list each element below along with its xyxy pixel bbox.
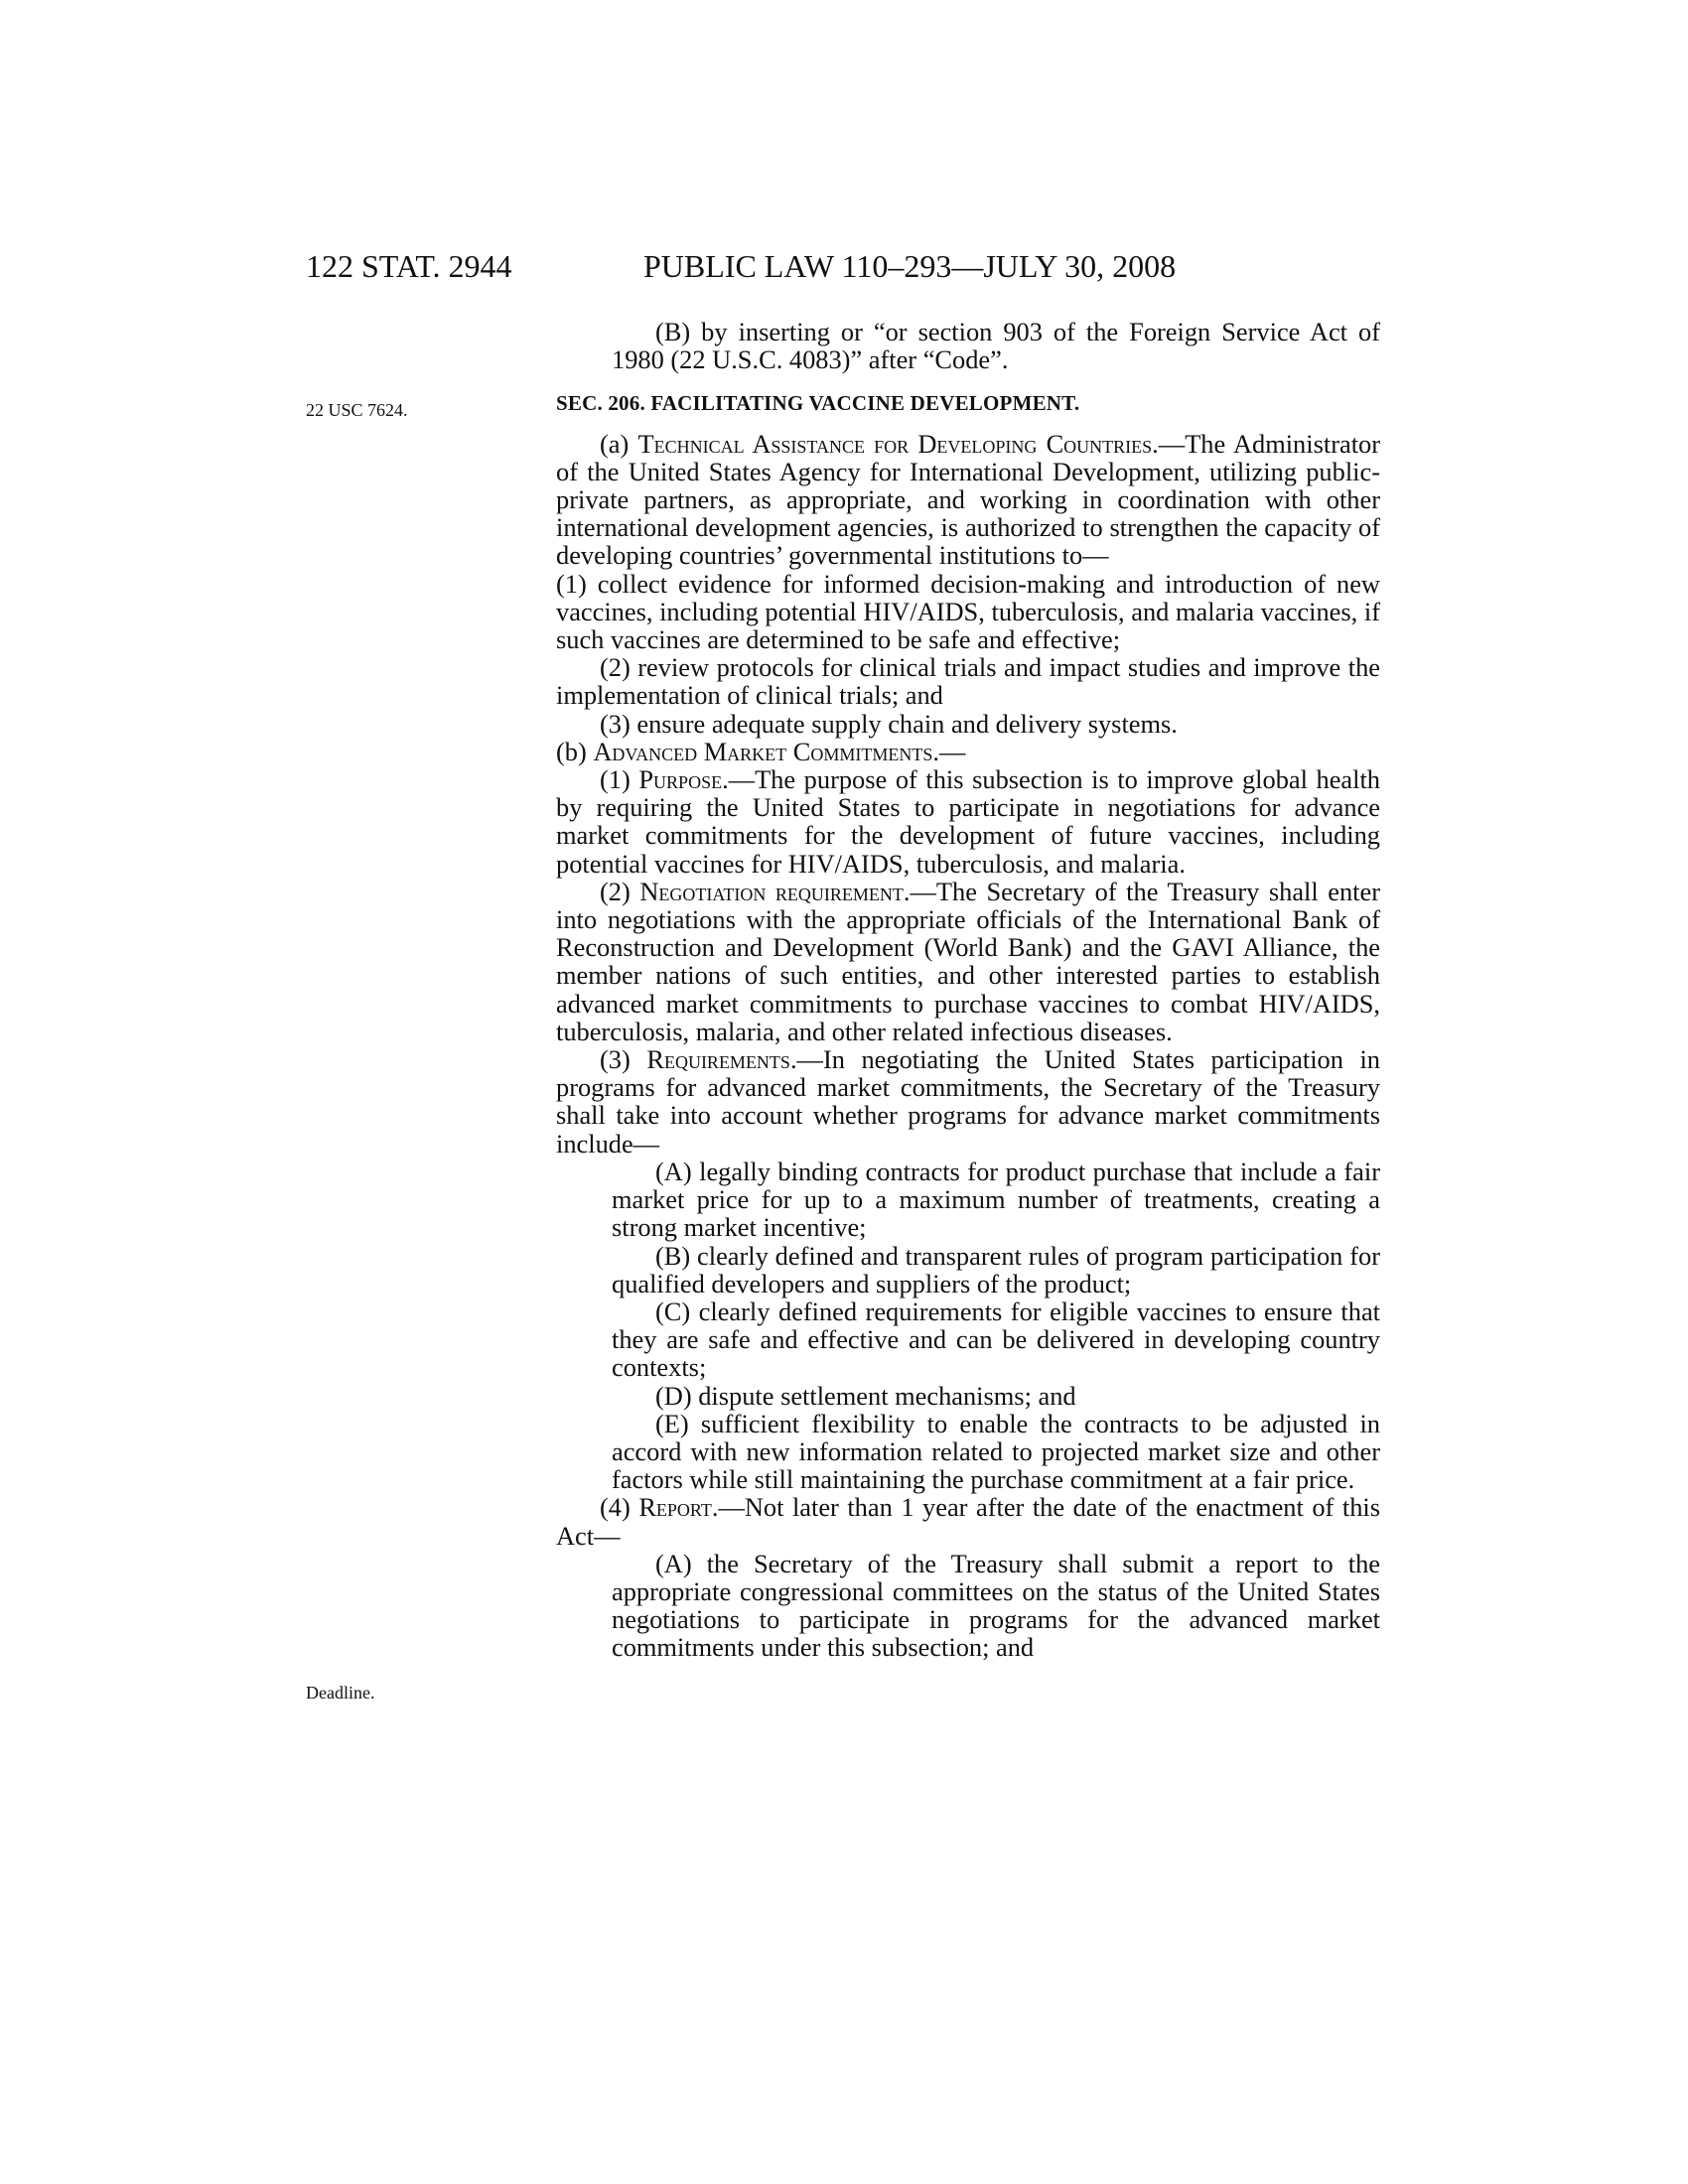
subparagraph-b3B: (B) clearly defined and transparent rules of program participation for qualified developers and suppliers of the product; bbox=[612, 1240, 1380, 1298]
paragraph-b1 bbox=[556, 765, 1380, 878]
paragraph-b1-label: (1) bbox=[600, 764, 639, 795]
paragraph-b1-text: —The purpose of this subsection is to improve global health by requiring the United States to participate in negotiations for advance market commitments for the development of future vaccines, including potential vaccines for HIV/AIDS, tuberculosis, and malaria. bbox=[556, 764, 1381, 879]
subparagraph-b3C: (C) clearly defined requirements for eligible vaccines to ensure that they are safe and effective and can be delivered in developing country contexts; bbox=[612, 1296, 1380, 1383]
subsection-a bbox=[556, 430, 1380, 570]
paragraph-b3-text: —In negotiating the United States participation in programs for advanced market commitments, the Secretary of the Treasury shall take into account whether programs for advance market commitments include— bbox=[556, 1044, 1381, 1159]
subsection-a-text: —The Administrator of the United States Agency for International Development, utilizing public-private partners, as appropriate, and working in coordination with other international development agencies, is authorized to strengthen the capacity of developing countries’ governmental institutions to— bbox=[556, 428, 1381, 571]
paragraph-b3-caption: Requirements. bbox=[646, 1044, 797, 1075]
usc-margin-note: 22 USC 7624. bbox=[306, 400, 408, 420]
subsection-b-label: (b) bbox=[556, 736, 594, 766]
paragraph-a1-text: (1) collect evidence for informed decision-making and introduction of new vaccines, including potential HIV/AIDS, tuberculosis, and malaria vaccines, if such vaccines are determined to be safe and effective; bbox=[556, 568, 1380, 655]
paragraph-a2: (2) review protocols for clinical trials and impact studies and improve the implementation of clinical trials; and bbox=[556, 652, 1380, 711]
subsection-a-label: (a) bbox=[600, 428, 638, 459]
statute-body bbox=[556, 318, 1380, 1662]
paragraph-b3 bbox=[556, 1045, 1380, 1158]
paragraph-b4-text: —Not later than 1 year after the date of the enactment of this Act— bbox=[556, 1492, 1381, 1551]
subparagraph-b3A: (A) legally binding contracts for product purchase that include a fair market price for up to a maximum number of treatments, creating a strong market incentive; bbox=[612, 1156, 1380, 1243]
subsection-b-caption: Advanced Market Commitments. bbox=[593, 736, 939, 766]
paragraph-b4-caption: Report. bbox=[638, 1492, 719, 1523]
section-heading: SEC. 206. FACILITATING VACCINE DEVELOPMENT. bbox=[556, 391, 1080, 416]
subparagraph-b3E: (E) sufficient flexibility to enable the contracts to be adjusted in accord with new information related to projected market size and other factors while still maintaining the purchase commitment at a fair price. bbox=[612, 1408, 1380, 1495]
paragraph-b2-label: (2) bbox=[600, 876, 640, 906]
subparagraph-b3D: (D) dispute settlement mechanisms; and bbox=[655, 1380, 1076, 1411]
paragraph-prev-B: (B) by inserting or “or section 903 of the Foreign Service Act of 1980 (22 U.S.C. 4083)” after “Code”. bbox=[612, 317, 1380, 375]
page-title: PUBLIC LAW 110–293—JULY 30, 2008 bbox=[643, 248, 1177, 284]
paragraph-b3-label: (3) bbox=[600, 1044, 647, 1075]
paragraph-b4-label: (4) bbox=[600, 1492, 639, 1523]
subsection-b bbox=[556, 738, 1380, 765]
paragraph-b2 bbox=[556, 878, 1380, 1045]
deadline-margin-note: Deadline. bbox=[306, 1683, 375, 1703]
paragraph-a3: (3) ensure adequate supply chain and delivery systems. bbox=[600, 708, 1178, 739]
subsection-b-dash: — bbox=[938, 736, 966, 766]
paragraph-b1-caption: Purpose. bbox=[638, 764, 729, 795]
paragraph-b4 bbox=[556, 1493, 1380, 1549]
stat-reference: 122 STAT. 2944 bbox=[306, 248, 512, 284]
paragraph-a1 bbox=[556, 570, 1380, 654]
paragraph-b2-caption: Negotiation requirement. bbox=[639, 876, 911, 906]
subparagraph-b4A: (A) the Secretary of the Treasury shall submit a report to the appropriate congressional committees on the status of the United States negotiations to participate in programs for the advanced market commitments under this subsection; and bbox=[612, 1548, 1380, 1663]
paragraph-b2-text: —The Secretary of the Treasury shall enter into negotiations with the appropriate officials of the International Bank of Reconstruction and Development (World Bank) and the GAVI Alliance, the member nations of such entities, and other interested parties to establish advanced market commitments to purchase vaccines to combat HIV/AIDS, tuberculosis, malaria, and other related infectious diseases. bbox=[556, 876, 1381, 1046]
subsection-a-caption: Technical Assistance for Developing Countries. bbox=[637, 428, 1159, 459]
